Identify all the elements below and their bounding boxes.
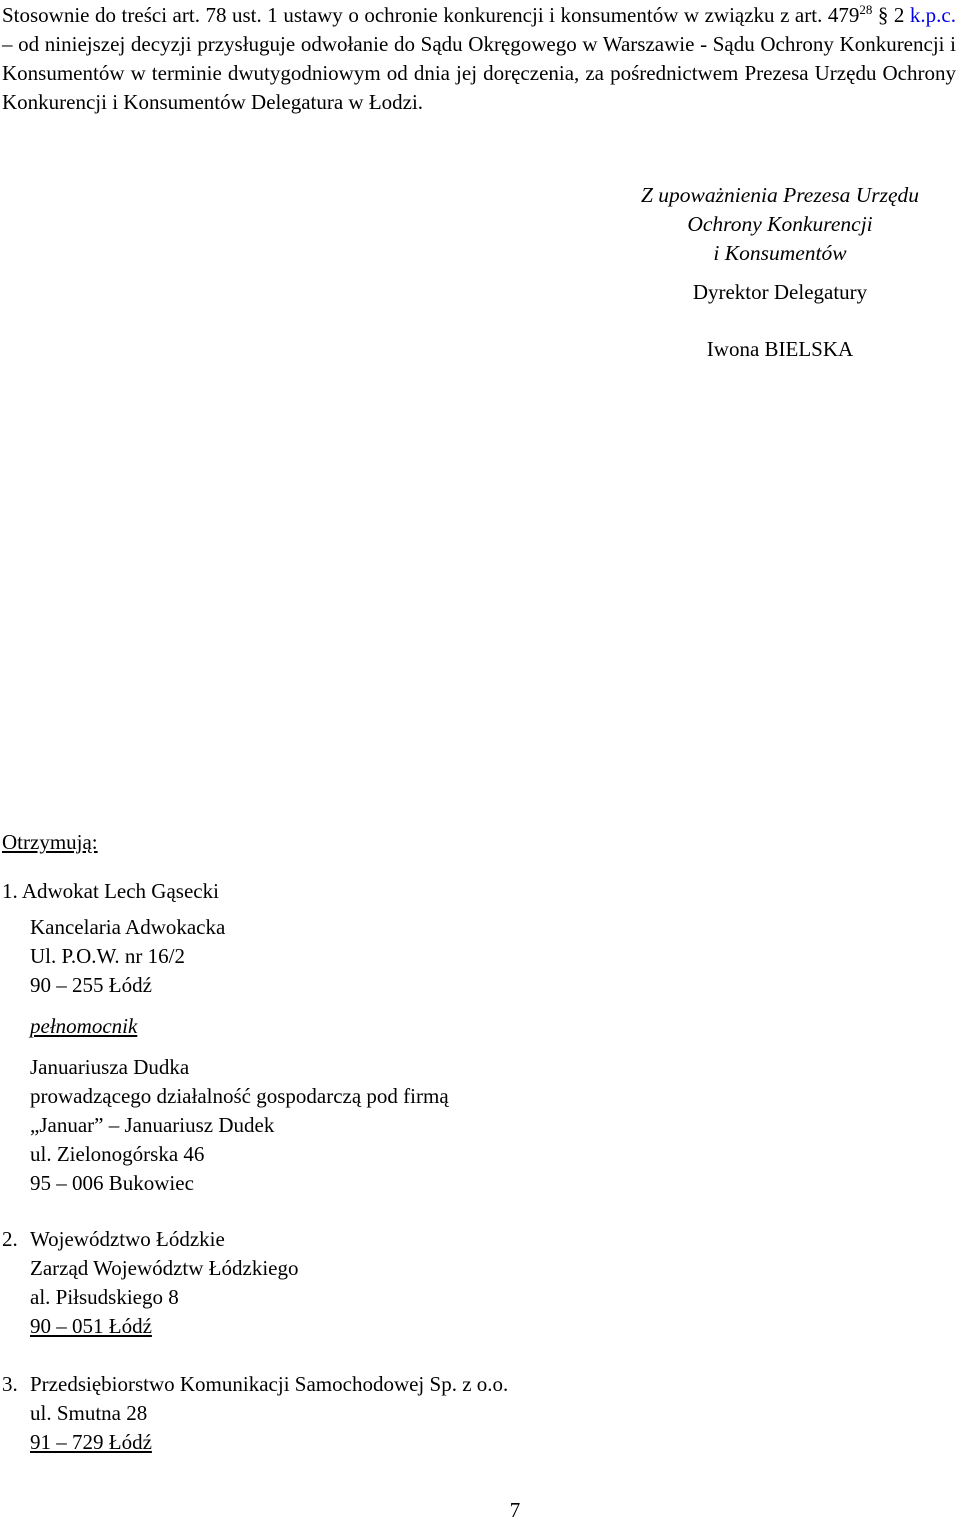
recipient-2-line-2: Zarząd Województw Łódzkiego — [30, 1256, 299, 1280]
signature-authorization — [560, 181, 960, 268]
recipient-1-client — [30, 1053, 449, 1198]
role-label: pełnomocnik — [30, 1014, 138, 1038]
recipient-3-line-1: Przedsiębiorstwo Komunikacji Samochodowej Sp. z o.o. — [30, 1372, 509, 1396]
authorization-line-3: i Konsumentów — [713, 241, 847, 265]
recipient-3-number: 3. — [2, 1372, 18, 1396]
recipients-heading: Otrzymują: — [2, 830, 98, 854]
authorization-line-2: Ochrony Konkurencji — [687, 212, 873, 236]
paragraph-text-end: – od niniejszej decyzji przysługuje odwołanie do Sądu Okręgowego w Warszawie - Sądu Ochrony Konkurencji i Konsumentów w terminie dwutygodniowym od dnia jej doręczenia, za pośrednictwem Prezesa Urzędu Ochrony Konkurencji i Konsumentów Delegatura w Łodzi. — [2, 32, 956, 114]
recipient-2-number: 2. — [2, 1227, 18, 1251]
signatory-name: Iwona BIELSKA — [706, 337, 854, 361]
kpc-link[interactable]: k.p.c. — [909, 3, 956, 27]
page-number: 7 — [509, 1498, 521, 1522]
signatory-title: Dyrektor Delegatury — [692, 280, 868, 304]
authorization-line-1: Z upoważnienia Prezesa Urzędu — [640, 183, 920, 207]
recipient-1-role — [30, 1012, 137, 1041]
recipient-1-title: 1. Adwokat Lech Gąsecki — [2, 879, 219, 903]
recipient-2 — [30, 1225, 299, 1341]
client-line-4: ul. Zielonogórska 46 — [30, 1142, 205, 1166]
recipient-1-address-line-1: Kancelaria Adwokacka — [30, 915, 226, 939]
recipient-1-address-line-3: 90 – 255 Łódź — [30, 973, 152, 997]
recipient-2-line-4: 90 – 051 Łódź — [30, 1314, 152, 1338]
paragraph-section-ref: § 2 — [872, 3, 910, 27]
paragraph-text-start: Stosownie do treści art. 78 ust. 1 ustawy o ochronie konkurencji i konsumentów w związku z art. 479 — [2, 3, 860, 27]
recipient-3 — [30, 1370, 508, 1457]
recipient-2-line-3: al. Piłsudskiego 8 — [30, 1285, 179, 1309]
client-line-2: prowadzącego działalność gospodarczą pod firmą — [30, 1084, 449, 1108]
recipient-1-address — [30, 913, 225, 1000]
client-line-5: 95 – 006 Bukowiec — [30, 1171, 194, 1195]
article-superscript: 28 — [859, 2, 873, 17]
recipient-3-line-3: 91 – 729 Łódź — [30, 1430, 152, 1454]
recipient-2-line-1: Województwo Łódzkie — [30, 1227, 225, 1251]
recipient-1-address-line-2: Ul. P.O.W. nr 16/2 — [30, 944, 185, 968]
recipient-3-line-2: ul. Smutna 28 — [30, 1401, 148, 1425]
appeal-paragraph — [2, 1, 956, 117]
client-line-1: Januariusza Dudka — [30, 1055, 190, 1079]
client-line-3: „Januar” – Januariusz Dudek — [30, 1113, 275, 1137]
